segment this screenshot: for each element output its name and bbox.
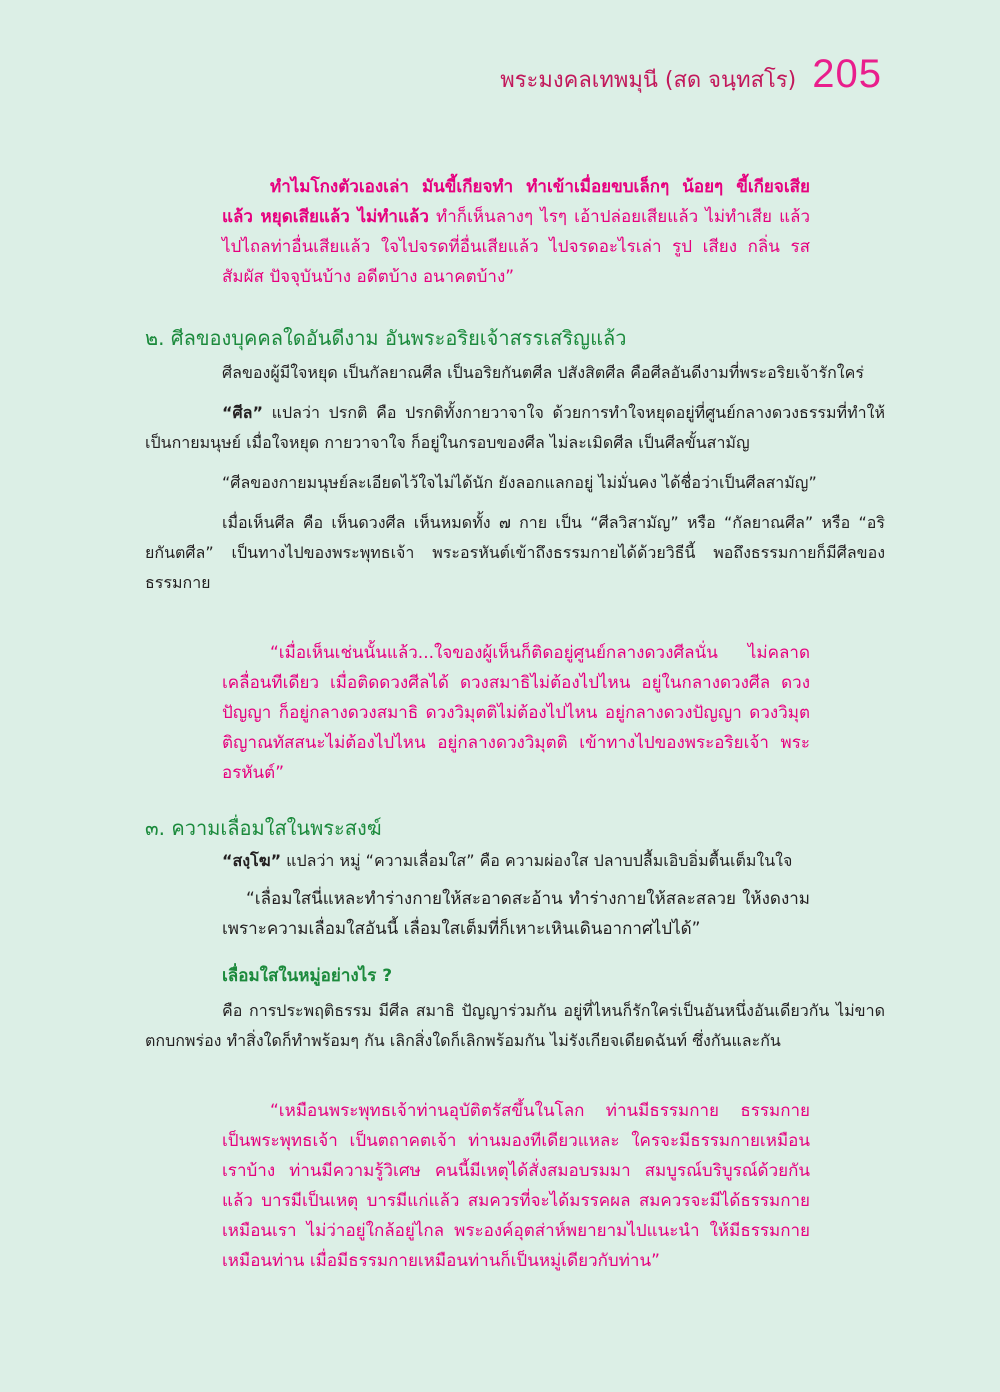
sila-definition: แปลว่า ปรกติ คือ ปรกติทั้งกายวาจาใจ ด้วยการทำใจหยุดอยู่ที่ศูนย์กลางดวงธรรมที่ทำให้เป็นกายมนุษย์ เมื่อใจหยุด กายวาจาใจ ก็อยู่ในกรอบของศีล ไม่ละเมิดศีล เป็นศีลขั้นสามัญ — [145, 403, 885, 452]
quote-1-text: ทำก็เห็นลางๆ ไรๆ เอ้าปล่อยเสียแล้ว ไม่ทำเสีย แล้ว ไปไถลท่าอื่นเสียแล้ว ใจไปจรดที่อื่นเสียแล้ว ไปจรดอะไรเล่า รูป เสียง กลิ่น รส สัมผัส ปัจจุบันบ้าง อดีตบ้าง อนาคตบ้าง” — [222, 207, 810, 287]
section-3-subheading: เลื่อมใสในหมู่อย่างไร ? — [222, 966, 393, 986]
page-number: 205 — [812, 52, 882, 96]
section-2-paragraph-1: ศีลของผู้มีใจหยุด เป็นกัลยาณศีล เป็นอริยกันตศีล ปสังสิตศีล คือศีลอันดีงามที่พระอริยเจ้ารักใคร่ — [222, 363, 864, 382]
page-header — [500, 52, 882, 97]
section-3-quote-1: “เลื่อมใสนี่แหละทำร่างกายให้สะอาดสะอ้าน ทำร่างกายให้สละสลวย ให้งดงาม เพราะความเลื่อมใสอันนี้ เลื่อมใสเต็มที่ก็เหาะเหินเดินอากาศไปได้” — [222, 889, 810, 939]
quote-1-bold: ทำไมโกงตัวเองเล่า มันขี้เกียจทำ ทำเข้าเมื่อยขบเล็กๆ น้อยๆ ขี้เกียจเสีย แล้ว หยุดเสียแล้ว ไม่ทำแล้ว — [222, 177, 810, 227]
quote-block-3: “เหมือนพระพุทธเจ้าท่านอุบัติตรัสขึ้นในโลก ท่านมีธรรมกาย ธรรมกาย เป็นพระพุทธเจ้า เป็นตถาคตเจ้า ท่านมองทีเดียวแหละ ใครจะมีธรรมกายเหมือนเราบ้าง ท่านมีความรู้วิเศษ คนนี้มีเหตุได้สั่งสมอบรมมา สมบูรณ์บริบูรณ์ด้วยกันแล้ว บารมีเป็นเหตุ บารมีแก่แล้ว สมควรที่จะได้มรรคผล สมควรจะมีได้ธรรมกายเหมือนเรา ไม่ว่าอยู่ใกล้อยู่ไกล พระองค์อุตส่าห์พยายามไปแนะนำ ให้มีธรรมกายเหมือนท่าน เมื่อมีธรรมกายเหมือนท่านก็เป็นหมู่เดียวกับท่าน” — [222, 1101, 810, 1271]
running-header-title: พระมงคลเทพมุนี (สด จนฺทสโร) — [500, 68, 797, 93]
section-2-body — [145, 358, 885, 598]
section-2-paragraph-2 — [145, 398, 885, 458]
section-3-body-2 — [145, 996, 885, 1056]
section-3-heading: ๓. ความเลื่อมใสในพระสงฆ์ — [145, 816, 382, 840]
sila-term: “ศีล” — [222, 403, 263, 422]
sangho-term: “สงฺโฆ” — [222, 851, 282, 870]
section-2-paragraph-3: “ศีลของกายมนุษย์ละเอียดไว้ใจไม่ได้นัก ยังลอกแลกอยู่ ไม่มั่นคง ได้ชื่อว่าเป็นศีลสามัญ” — [222, 473, 817, 492]
section-3-body — [145, 846, 885, 876]
section-3-paragraph-1 — [145, 846, 885, 876]
sangho-definition: แปลว่า หมู่ “ความเลื่อมใส” คือ ความผ่องใส ปลาบปลื้มเอิบอิ่มตื้นเต็มในใจ — [281, 851, 793, 870]
section-2-paragraph-4: เมื่อเห็นศีล คือ เห็นดวงศีล เห็นหมดทั้ง ๗ กาย เป็น “ศีลวิสามัญ” หรือ “กัลยาณศีล” หรือ “อริยกันตศีล” เป็นทางไปของพระพุทธเจ้า พระอรหันต์เข้าถึงธรรมกายได้ด้วยวิธีนี้ พอถึงธรรมกายก็มีศีลของธรรมกาย — [145, 513, 886, 592]
section-2-heading: ๒. ศีลของบุคคลใดอันดีงาม อันพระอริยเจ้าสรรเสริญแล้ว — [145, 326, 627, 350]
quote-block-1 — [222, 172, 810, 292]
section-3-paragraph-2: คือ การประพฤติธรรม มีศีล สมาธิ ปัญญาร่วมกัน อยู่ที่ไหนก็รักใคร่เป็นอันหนึ่งอันเดียวกัน ไม่ขาดตกบกพร่อง ทำสิ่งใดก็ทำพร้อมๆ กัน เลิกสิ่งใดก็เลิกพร้อมกัน ไม่รังเกียจเดียดฉันท์ ซึ่งกันและกัน — [145, 1001, 885, 1050]
quote-block-2: “เมื่อเห็นเช่นนั้นแล้ว...ใจของผู้เห็นก็ติดอยู่ศูนย์กลางดวงศีลนั่น ไม่คลาดเคลื่อนทีเดียว เมื่อติดดวงศีลได้ ดวงสมาธิไม่ต้องไปไหน อยู่ในกลางดวงศีล ดวงปัญญา ก็อยู่กลางดวงสมาธิ ดวงวิมุตติไม่ต้องไปไหน อยู่กลางดวงปัญญา ดวงวิมุตติญาณทัสสนะไม่ต้องไปไหน อยู่กลางดวงวิมุตติ เข้าทางไปของพระอริยเจ้า พระอรหันต์” — [222, 643, 810, 783]
